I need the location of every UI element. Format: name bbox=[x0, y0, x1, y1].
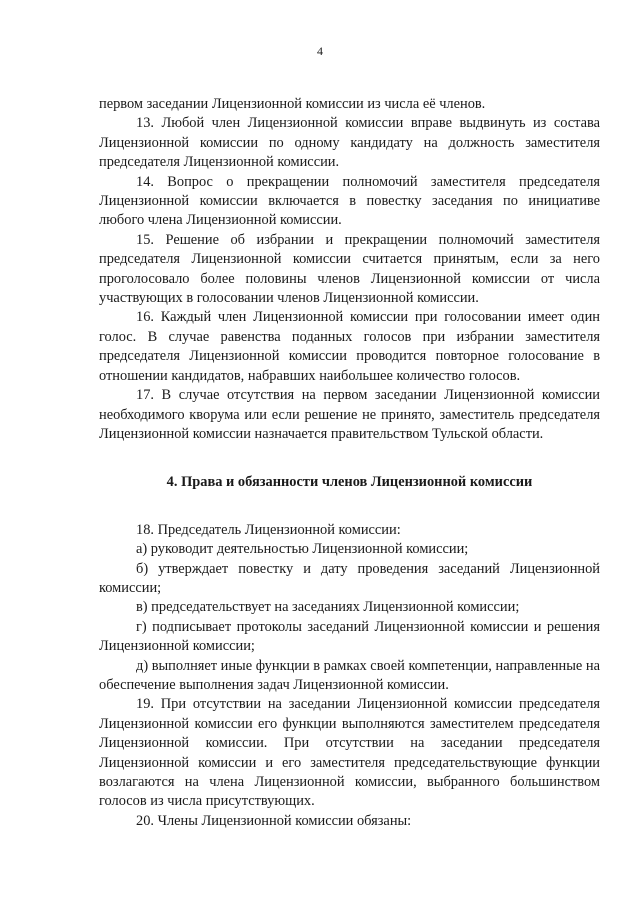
paragraph-20: 20. Члены Лицензионной комиссии обязаны: bbox=[136, 812, 412, 829]
paragraph-19: 19. При отсутствии на заседании Лицензионной комиссии председателя Лицензионной комиссии его функции выполняются заместителем председателя Лицензионной комиссии. При отсутствии на заседании председателя Лицензионной комиссии и его заместителя председательствующие функции возлагаются на члена Лицензионной комиссии, выбранного большинством голосов из числа присутствующих. bbox=[99, 696, 600, 810]
section-heading: 4. Права и обязанности членов Лицензионной комиссии bbox=[166, 474, 533, 491]
paragraph-13: 13. Любой член Лицензионной комиссии вправе выдвинуть из состава Лицензионной комиссии по одному кандидату на должность заместителя председателя Лицензионной комиссии. bbox=[99, 115, 600, 171]
paragraph-18: 18. Председатель Лицензионной комиссии: bbox=[136, 521, 401, 538]
list-item-a: а) руководит деятельностью Лицензионной комиссии; bbox=[136, 541, 469, 558]
list-item-g: г) подписывает протоколы заседаний Лицензионной комиссии и решения Лицензионной комиссии; bbox=[99, 618, 600, 655]
paragraph-15: 15. Решение об избрании и прекращении полномочий заместителя председателя Лицензионной комиссии считается принятым, если за него проголосовало более половины членов Лицензионной комиссии от числа участвующих в голосовании членов Лицензионной комиссии. bbox=[99, 231, 600, 307]
list-item-v: в) председательствует на заседаниях Лицензионной комиссии; bbox=[136, 599, 520, 616]
document-body bbox=[99, 95, 600, 831]
paragraph-16: 16. Каждый член Лицензионной комиссии при голосовании имеет один голос. В случае равенства поданных голосов при избрании заместителя председателя Лицензионной комиссии проводится повторное голосование в отношении кандидатов, набравших наибольшее количество голосов. bbox=[99, 309, 600, 384]
paragraph-14: 14. Вопрос о прекращении полномочий заместителя председателя Лицензионной комиссии включается в повестку заседания по инициативе любого члена Лицензионной комиссии. bbox=[99, 173, 600, 229]
list-item-b: б) утверждает повестку и дату проведения заседаний Лицензионной комиссии; bbox=[99, 560, 600, 596]
list-item-d: д) выполняет иные функции в рамках своей компетенции, направленные на обеспечение выполнения задач Лицензионной комиссии. bbox=[99, 657, 600, 693]
paragraph-continuation: первом заседании Лицензионной комиссии из числа её членов. bbox=[99, 96, 486, 112]
paragraph-17: 17. В случае отсутствия на первом заседании Лицензионной комиссии необходимого кворума или если решение не принято, заместитель председателя Лицензионной комиссии назначается правительством Тульской области. bbox=[99, 387, 600, 442]
page-number: 4 bbox=[317, 44, 323, 58]
